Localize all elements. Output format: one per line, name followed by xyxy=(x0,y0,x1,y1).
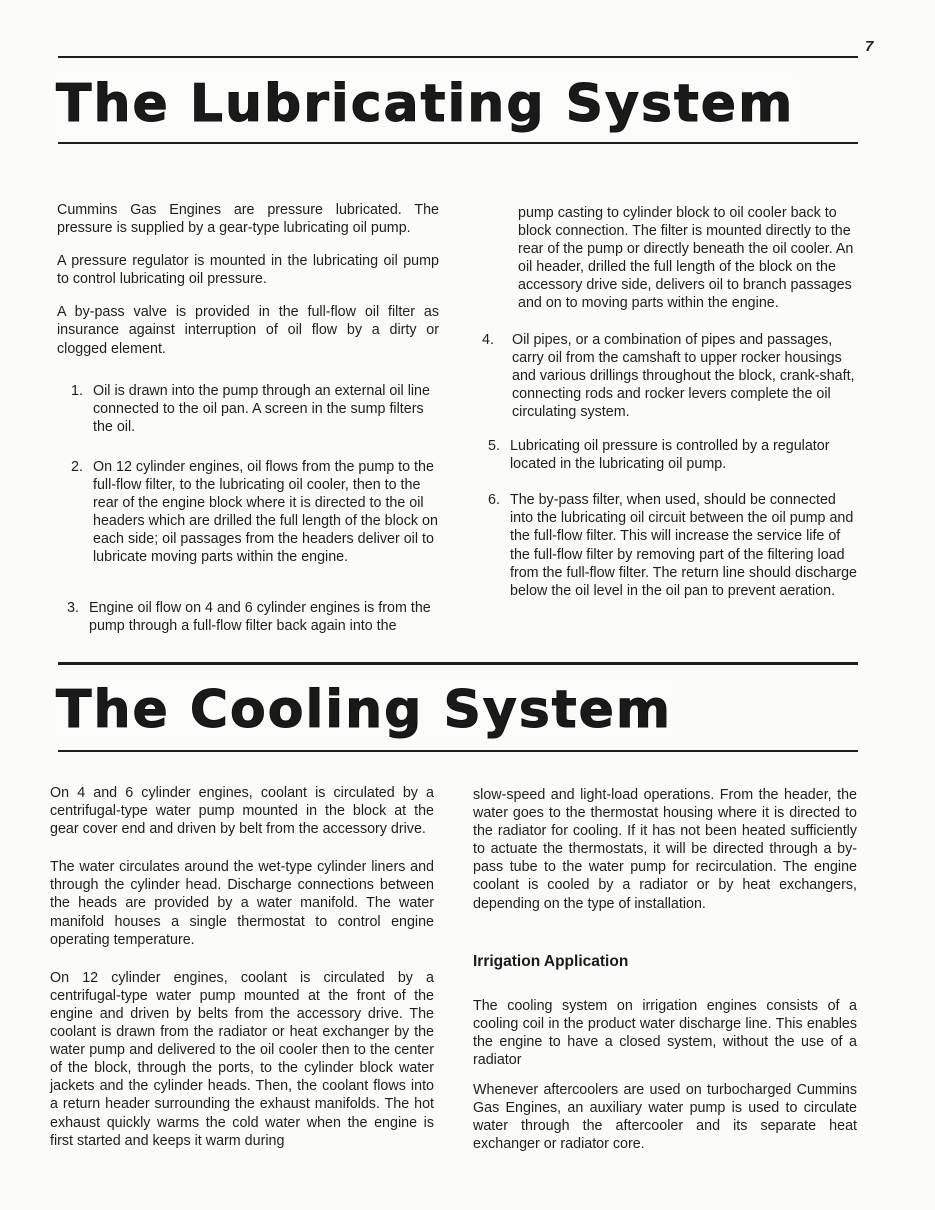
paragraph: Whenever aftercoolers are used on turbocharged Cummins Gas Engines, an auxiliary water pump is used to circulate water through the aftercooler and its separate heat exchanger or radiator core. xyxy=(473,1082,857,1153)
list-item xyxy=(482,437,860,473)
paragraph: On 12 cylinder engines, coolant is circulated by a centrifugal-type water pump mounted at the front of the engine and driven by belts from the accessory drive. The coolant is drawn from the radiator or heat exchanger by the water pump and delivered to the oil cooler then to the center of the block, through the ports, to the cylinder block water jackets and the cylinder heads. Then, the coolant flows into a return header surrounding the exhaust manifolds. The hot exhaust quickly warms the cold water when the engine is first started and keeps it warm during xyxy=(50,969,434,1149)
list-number: 1. xyxy=(71,382,83,399)
cooling-left-column xyxy=(50,784,434,1165)
list-item xyxy=(482,491,860,600)
list-number: 4. xyxy=(482,331,494,348)
section-title-cooling: The Cooling System xyxy=(56,680,673,740)
paragraph: Cummins Gas Engines are pressure lubricated. The pressure is supplied by a gear-type lubricating oil pump. xyxy=(57,202,439,237)
list-item xyxy=(57,382,439,436)
list-number: 5. xyxy=(488,438,500,455)
continuation-text: pump casting to cylinder block to oil cooler back to block connection. The filter is mounted directly to the rear of the pump or directly beneath the oil cooler. An oil header, drilled the full length of the block on the accessory drive side, delivers oil to branch passages and on to moving parts within the engine. xyxy=(518,205,854,312)
paragraph: The water circulates around the wet-type cylinder liners and through the cylinder head. Discharge connections between the heads are provided by a water manifold. The water manifold houses a single thermostat to control engine operating temperature. xyxy=(50,859,434,948)
list-text: On 12 cylinder engines, oil flows from the pump to the full-flow filter, to the lubricating oil cooler, then to the rear of the engine block where it is directed to the oil headers which are drilled the full length of the block on each side; oil passages from the headers deliver oil to lubricate moving parts within the engine. xyxy=(93,458,438,566)
lubricating-title-rule xyxy=(58,142,858,144)
paragraph: The cooling system on irrigation engines consists of a cooling coil in the product water discharge line. This enables the engine to have a closed system, without the use of a radiator xyxy=(473,997,857,1069)
list-text: Engine oil flow on 4 and 6 cylinder engines is from the pump through a full-flow filter back again into the xyxy=(89,599,431,634)
section-title-lubricating: The Lubricating System xyxy=(56,74,795,134)
list-item xyxy=(57,458,439,567)
subheading-irrigation: Irrigation Application xyxy=(473,952,629,970)
lubricating-right-column xyxy=(482,204,860,622)
top-rule xyxy=(58,56,858,58)
paragraph: On 4 and 6 cylinder engines, coolant is circulated by a centrifugal-type water pump mounted in the block at the gear cover end and driven by belt from the accessory drive. xyxy=(50,785,434,838)
continuation-text: slow-speed and light-load operations. From the header, the water goes to the thermostat housing where it is directed to the radiator for cooling. If it has not been heated sufficiently to actuate the thermostats, it will be directed through a by-pass tube to the water pump for recirculation. The engine coolant is cooled by a radiator or by heat exchangers, depending on the type of installation. xyxy=(473,787,857,912)
list-item xyxy=(482,331,860,421)
list-text: Oil pipes, or a combination of pipes and passages, carry oil from the camshaft to upper rocker housings and various drillings throughout the block, crank-shaft, connecting rods and rocker levers complete the oil circulating system. xyxy=(512,331,855,420)
list-text: Lubricating oil pressure is controlled by a regulator located in the lubricating oil pump. xyxy=(510,438,830,473)
list-item xyxy=(57,599,439,635)
section-divider-rule xyxy=(58,662,858,665)
list-number: 2. xyxy=(71,458,83,475)
list-text: Oil is drawn into the pump through an external oil line connected to the oil pan. A screen in the sump filters the oil. xyxy=(93,382,430,435)
list-number: 6. xyxy=(488,492,500,509)
paragraph: A pressure regulator is mounted in the lubricating oil pump to control lubricating oil pressure. xyxy=(57,253,439,288)
list-text: The by-pass filter, when used, should be connected into the lubricating oil circuit between the oil pump and the full-flow filter. This will increase the service life of the full-flow filter by removing part of the filtering load from the full-flow filter. The return line should discharge below the oil level in the oil pan to prevent aeration. xyxy=(510,492,857,599)
page-number: 7 xyxy=(865,38,874,55)
lubricating-left-column xyxy=(57,201,439,657)
paragraph: A by-pass valve is provided in the full-flow oil filter as insurance against interruption of oil flow by a dirty or clogged element. xyxy=(57,304,439,357)
cooling-title-rule xyxy=(58,750,858,752)
list-number: 3. xyxy=(67,599,79,616)
cooling-right-column xyxy=(473,786,857,1169)
